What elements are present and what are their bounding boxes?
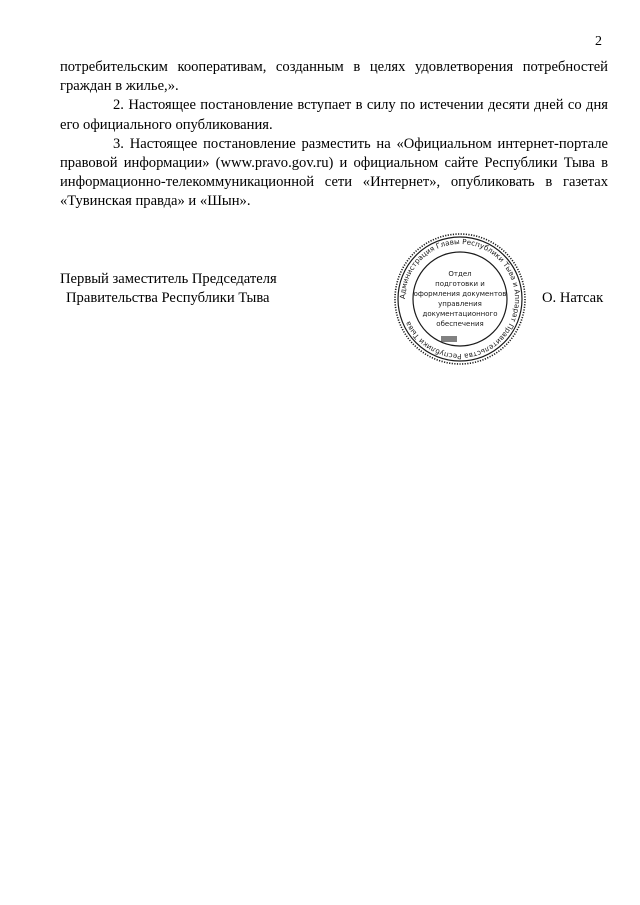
signatory-title-line2: Правительства Республики Тыва: [66, 290, 270, 306]
seal-center-line-6: обеспечения: [436, 320, 484, 328]
paragraph-continuation: потребительским кооперативам, созданным в целях удовлетворения потребностей граждан в жилье,».: [60, 59, 608, 95]
official-seal: [393, 232, 527, 366]
page-number: 2: [595, 34, 602, 49]
signatory-title-line1: Первый заместитель Председателя: [60, 271, 277, 287]
seal-ring-text: [398, 237, 522, 361]
seal-ring-textpath: Администрация Главы Республики Тыва и Аппарат Правительства Республики Тыва: [397, 236, 523, 362]
paragraph-3: 3. Настоящее постановление разместить на «Официальном интернет-портале правовой информации» (www.pravo.gov.ru) и официальном сайте Республики Тыва в информационно-телекоммуникационной сети «Интернет», опубликовать в газетах «Тувинская правда» и «Шын».: [60, 135, 608, 210]
seal-center-line-3: оформления документов: [413, 290, 507, 298]
document-body: [60, 58, 608, 212]
seal-center-line-1: Отдел: [448, 270, 472, 278]
seal-center-line-4: управления: [438, 300, 482, 308]
seal-center-line-5: документационного: [422, 310, 498, 318]
paragraph-2: 2. Настоящее постановление вступает в силу по истечении десяти дней со дня его официального опубликования.: [60, 97, 608, 133]
seal-mark: [441, 336, 457, 342]
signatory-name: О. Натсак: [542, 290, 604, 306]
signatory-title: [60, 270, 277, 308]
seal-center-line-2: подготовки и: [435, 280, 485, 288]
